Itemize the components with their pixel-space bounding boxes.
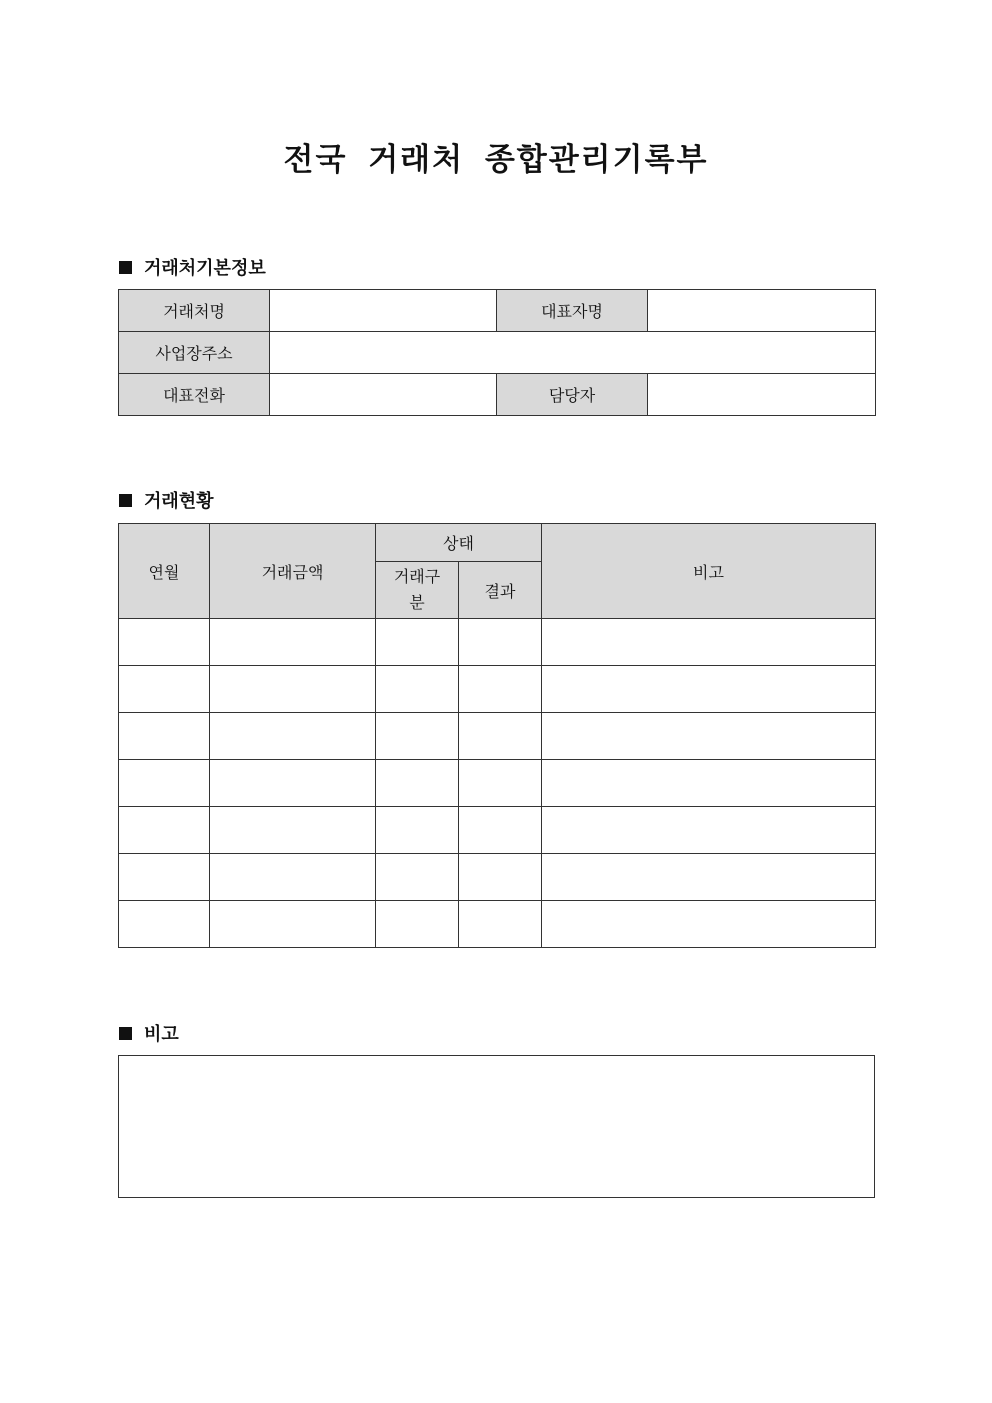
cell-note[interactable] [542, 619, 876, 666]
cell-result[interactable] [459, 807, 542, 854]
page-title: 전국 거래처 종합관리기록부 [283, 142, 709, 178]
square-bullet-icon [119, 1027, 132, 1040]
cell-month[interactable] [119, 666, 210, 713]
cell-month[interactable] [119, 713, 210, 760]
cell-amount[interactable] [210, 713, 376, 760]
cell-result[interactable] [459, 713, 542, 760]
transactions-table [118, 523, 876, 948]
header-result: 결과 [459, 562, 542, 619]
cell-note[interactable] [542, 854, 876, 901]
cell-note[interactable] [542, 901, 876, 948]
table-row [119, 854, 876, 901]
phone-label: 대표전화 [119, 374, 270, 416]
cell-amount[interactable] [210, 854, 376, 901]
cell-month[interactable] [119, 760, 210, 807]
cell-month[interactable] [119, 854, 210, 901]
table-row [119, 290, 876, 332]
cell-result[interactable] [459, 901, 542, 948]
cell-note[interactable] [542, 666, 876, 713]
section-title: 거래현황 [144, 491, 214, 512]
section-heading-remarks [119, 1020, 179, 1046]
client-name-field[interactable] [270, 290, 497, 332]
cell-month[interactable] [119, 901, 210, 948]
cell-type[interactable] [376, 619, 459, 666]
header-month: 연월 [119, 524, 210, 619]
table-row [119, 713, 876, 760]
client-name-label: 거래처명 [119, 290, 270, 332]
cell-result[interactable] [459, 760, 542, 807]
table-row [119, 901, 876, 948]
square-bullet-icon [119, 261, 132, 274]
header-type: 거래구분 [376, 562, 459, 619]
section-heading-basic-info [119, 254, 266, 280]
section-title: 거래처기본정보 [144, 258, 266, 279]
cell-amount[interactable] [210, 619, 376, 666]
table-header-row [119, 524, 876, 562]
header-note: 비고 [542, 524, 876, 619]
cell-month[interactable] [119, 807, 210, 854]
section-title: 비고 [144, 1024, 179, 1045]
cell-type[interactable] [376, 666, 459, 713]
cell-amount[interactable] [210, 760, 376, 807]
square-bullet-icon [119, 494, 132, 507]
manager-field[interactable] [648, 374, 876, 416]
cell-month[interactable] [119, 619, 210, 666]
cell-note[interactable] [542, 760, 876, 807]
manager-label: 담당자 [497, 374, 648, 416]
cell-amount[interactable] [210, 666, 376, 713]
representative-field[interactable] [648, 290, 876, 332]
table-row [119, 619, 876, 666]
cell-result[interactable] [459, 854, 542, 901]
table-row [119, 332, 876, 374]
header-status: 상태 [376, 524, 542, 562]
cell-type[interactable] [376, 807, 459, 854]
cell-type[interactable] [376, 854, 459, 901]
cell-type[interactable] [376, 901, 459, 948]
section-heading-transactions [119, 487, 214, 513]
cell-type[interactable] [376, 713, 459, 760]
representative-label: 대표자명 [497, 290, 648, 332]
cell-amount[interactable] [210, 807, 376, 854]
cell-result[interactable] [459, 666, 542, 713]
cell-type[interactable] [376, 760, 459, 807]
basic-info-table [118, 289, 876, 416]
cell-note[interactable] [542, 807, 876, 854]
header-amount: 거래금액 [210, 524, 376, 619]
remarks-field[interactable] [118, 1055, 875, 1198]
address-field[interactable] [270, 332, 876, 374]
phone-field[interactable] [270, 374, 497, 416]
cell-note[interactable] [542, 713, 876, 760]
address-label: 사업장주소 [119, 332, 270, 374]
table-row [119, 760, 876, 807]
table-row [119, 807, 876, 854]
cell-result[interactable] [459, 619, 542, 666]
cell-amount[interactable] [210, 901, 376, 948]
table-row [119, 374, 876, 416]
table-row [119, 666, 876, 713]
